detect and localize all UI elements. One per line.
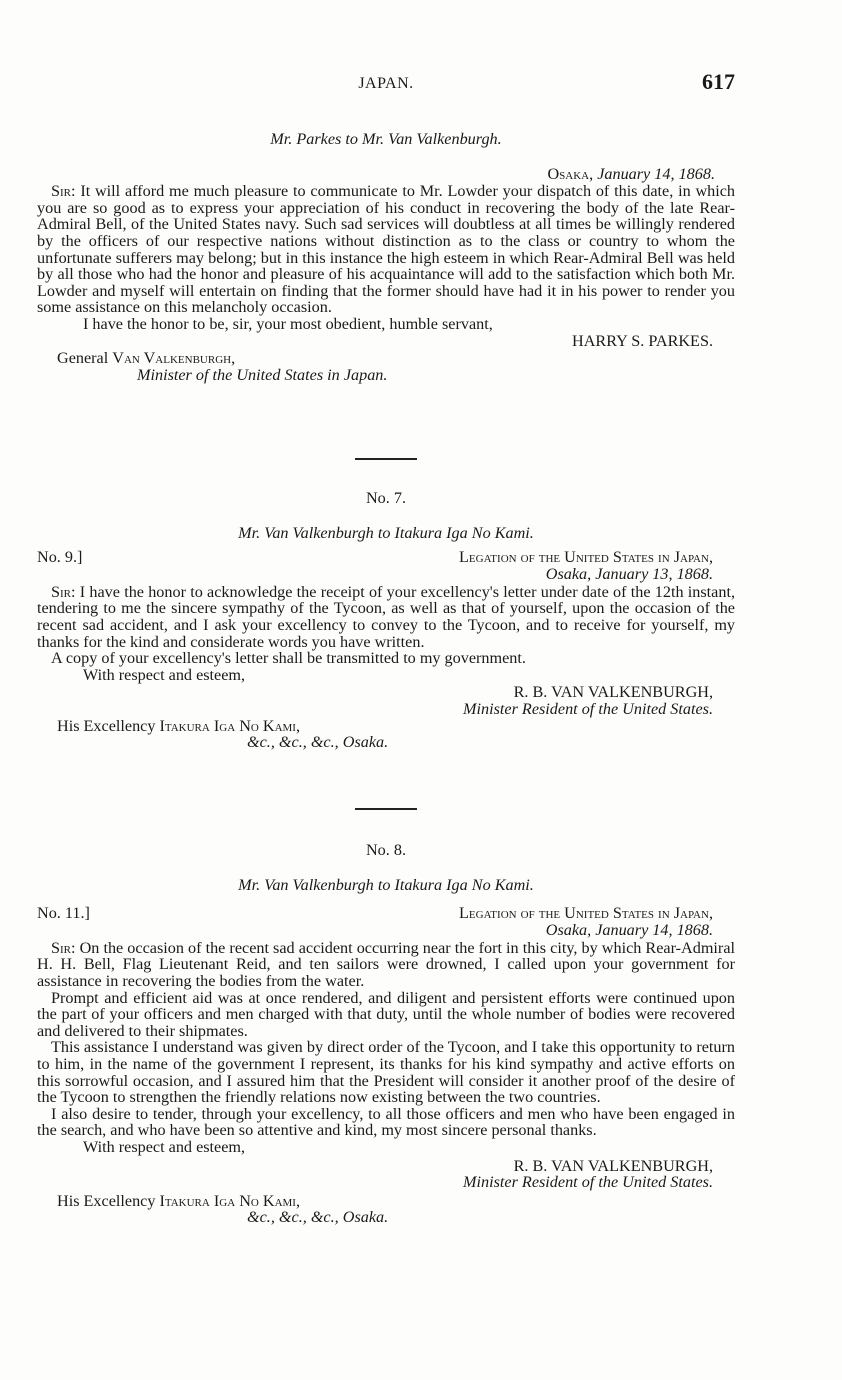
addressee bbox=[37, 1193, 735, 1210]
letter-body bbox=[37, 584, 735, 650]
addressee-line2: &c., &c., &c., Osaka. bbox=[247, 733, 389, 752]
dispatch-number: No. 11.] bbox=[37, 904, 90, 923]
letter-body bbox=[37, 183, 735, 316]
running-head bbox=[37, 69, 735, 100]
running-title: JAPAN. bbox=[358, 75, 414, 92]
addressee-name: Itakura Iga No Kami, bbox=[159, 1191, 301, 1210]
paragraph: Prompt and efficient aid was at once rendered, and diligent and persistent efforts were continued upon the part of your officers and men charged with that duty, until the whole number of bodies were recovered and delivered to their shipmates. bbox=[37, 988, 735, 1040]
addressee-name: Van Valkenburgh, bbox=[112, 349, 236, 368]
reference-line bbox=[37, 549, 735, 566]
document-number: No. 7. bbox=[365, 489, 407, 507]
addressee bbox=[37, 350, 735, 367]
section-divider bbox=[37, 458, 735, 460]
signature: HARRY S. PARKES. bbox=[572, 331, 713, 350]
legation-heading: Legation of the United States in Japan, bbox=[459, 904, 713, 923]
signature: R. B. VAN VALKENBURGH, bbox=[513, 683, 713, 702]
dispatch-number: No. 9.] bbox=[37, 548, 83, 567]
letter-no-7 bbox=[37, 490, 735, 751]
letter-body bbox=[37, 940, 735, 990]
salutation: Sir: bbox=[51, 938, 76, 957]
letter-caption: Mr. Parkes to Mr. Van Valkenburgh. bbox=[270, 130, 502, 148]
paragraph: I also desire to tender, through your excellency, to all those officers and men who have been engaged in the search, and who have been so attentive and kind, my most sincere personal thanks. bbox=[37, 1104, 735, 1140]
divider-rule bbox=[355, 458, 417, 460]
addressee-prefix: His Excellency bbox=[57, 716, 156, 735]
body-text: It will afford me much pleasure to communicate to Mr. Lowder your dispatch of this date, in which you are so good as to express your appreciation of his conduct in recovering the body of the late Rear-Admiral Bell, of the United States navy. Such sad services will doubtless at all times be willingly rendered by the officers of our respective nations without distinction as to the class or country to whom the unfortunate sufferers may belong; but in this instance the high esteem in which Rear-Admiral Bell was held by all those who had the honor and pleasure of his acquaintance will add to the satisfaction which both Mr. Lowder and myself will entertain on finding that the former should have had it in his power to render you some assistance on this melancholy occasion. bbox=[37, 182, 736, 317]
reference-line bbox=[37, 905, 735, 922]
page-number: 617 bbox=[702, 69, 735, 94]
addressee-prefix: General bbox=[57, 349, 109, 368]
addressee-prefix: His Excellency bbox=[57, 1191, 156, 1210]
dateline: Osaka, January 14, 1868. bbox=[545, 921, 713, 940]
dateline-place: Osaka, bbox=[547, 164, 594, 183]
closing: I have the honor to be, sir, your most obedient, humble servant, bbox=[83, 314, 493, 333]
addressee bbox=[37, 718, 735, 735]
signature: R. B. VAN VALKENBURGH, bbox=[513, 1156, 713, 1175]
paragraph: A copy of your excellency's letter shall be transmitted to my government. bbox=[51, 649, 526, 668]
document-number: No. 8. bbox=[365, 841, 407, 859]
salutation: Sir: bbox=[51, 582, 76, 601]
salutation: Sir: bbox=[51, 182, 76, 201]
letter-parkes bbox=[37, 131, 735, 383]
body-text: I have the honor to acknowledge the receipt of your excellency's letter under date of the 12th instant, tendering to me the sincere sympathy of the Tycoon, as well as that of yourself, upon the occasion of the recent sad accident, and I ask your excellency to convey to the Tycoon, and to receive for yourself, my thanks for the kind and considerate words you have written. bbox=[37, 582, 736, 651]
signature-title: Minister Resident of the United States. bbox=[463, 699, 713, 718]
legation-heading: Legation of the United States in Japan, bbox=[459, 548, 713, 567]
letter-caption: Mr. Van Valkenburgh to Itakura Iga No Kami. bbox=[238, 875, 534, 894]
letter-caption: Mr. Van Valkenburgh to Itakura Iga No Kami. bbox=[238, 523, 534, 542]
letter-no-8 bbox=[37, 842, 735, 1226]
addressee-title: Minister of the United States in Japan. bbox=[137, 365, 388, 384]
body-text: On the occasion of the recent sad accident occurring near the fort in this city, by which Rear-Admiral H. H. Bell, Flag Lieutenant Reid, and ten sailors were drowned, I called upon your government for assistance in recovering the bodies from the water. bbox=[37, 938, 735, 990]
paragraph: This assistance I understand was given by direct order of the Tycoon, and I take this opportunity to return to him, in the name of the government I represent, its thanks for his kind sympathy and active efforts on this sorrowful occasion, and I assured him that the President will consider it another proof of the desire of the Tycoon to strengthen the friendly relations now existing between the two countries. bbox=[37, 1038, 735, 1107]
addressee-name: Itakura Iga No Kami, bbox=[159, 716, 301, 735]
dateline: Osaka, January 13, 1868. bbox=[545, 565, 713, 584]
section-divider bbox=[37, 808, 735, 810]
signature-title: Minister Resident of the United States. bbox=[463, 1173, 713, 1192]
dateline-date: January 14, 1868. bbox=[597, 164, 715, 183]
closing: With respect and esteem, bbox=[83, 1137, 246, 1156]
dateline bbox=[37, 166, 735, 183]
divider-rule bbox=[355, 808, 417, 810]
closing: With respect and esteem, bbox=[83, 665, 246, 684]
addressee-line2: &c., &c., &c., Osaka. bbox=[247, 1208, 389, 1227]
